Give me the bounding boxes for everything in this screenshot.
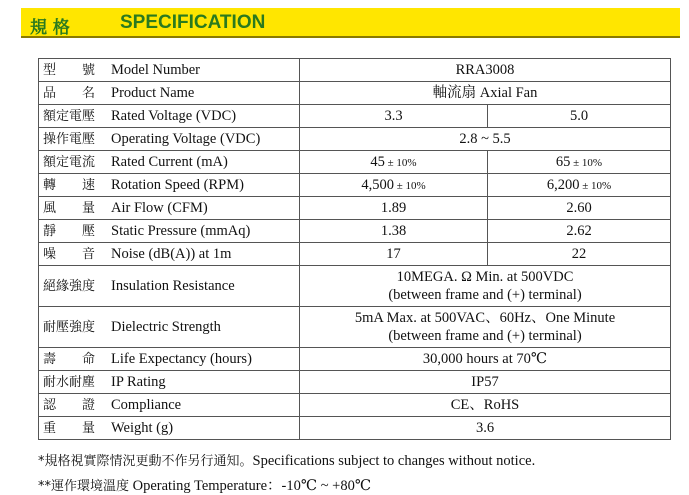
- label-chinese: 轉 速: [43, 177, 96, 193]
- row-label: [39, 151, 300, 174]
- value-line: 10MEGA. Ω Min. at 500VDC: [396, 269, 574, 285]
- label-chinese: 靜 壓: [43, 223, 96, 239]
- label-chinese: 壽 命: [43, 351, 96, 367]
- row-value-5v: 2.60: [488, 197, 671, 220]
- value-tolerance: ± 10%: [579, 179, 612, 192]
- table-row: [39, 243, 671, 266]
- row-value-3v3: 3.3: [300, 105, 488, 128]
- header-title-english: SPECIFICATION: [120, 12, 266, 33]
- specification-header-bar: [21, 8, 680, 38]
- row-value: IP57: [300, 371, 671, 394]
- table-row: [39, 348, 671, 371]
- table-row: [39, 371, 671, 394]
- label-english: Rotation Speed (RPM): [111, 176, 244, 193]
- label-english: Rated Voltage (VDC): [111, 107, 237, 124]
- row-label: [39, 105, 300, 128]
- footnote-operating-temperature: [38, 474, 371, 495]
- footnote-english: Operating Temperature：-10℃ ~ +80℃: [129, 478, 372, 494]
- row-value: [300, 266, 671, 307]
- row-label: [39, 371, 300, 394]
- row-label: [39, 266, 300, 307]
- table-row: [39, 417, 671, 440]
- table-row: [39, 82, 671, 105]
- label-english: Air Flow (CFM): [111, 199, 208, 216]
- label-chinese: 型 號: [43, 62, 96, 78]
- value-number: 45: [370, 153, 385, 170]
- label-english: Operating Voltage (VDC): [111, 130, 261, 147]
- footnote-spec-change: [38, 450, 535, 470]
- table-row: [39, 307, 671, 348]
- table-row: [39, 151, 671, 174]
- header-title-chinese: 規 格: [30, 18, 70, 38]
- table-row: [39, 128, 671, 151]
- row-label: [39, 197, 300, 220]
- row-value-3v3: 17: [300, 243, 488, 266]
- value-line: (between frame and (+) terminal): [388, 287, 582, 303]
- label-english: Insulation Resistance: [111, 277, 235, 294]
- label-chinese: 耐壓強度: [43, 319, 96, 335]
- row-label: [39, 307, 300, 348]
- label-english: Static Pressure (mmAq): [111, 222, 251, 239]
- label-chinese: 認 證: [43, 397, 96, 413]
- row-value: 30,000 hours at 70℃: [300, 348, 671, 371]
- value-tolerance: ± 10%: [570, 156, 603, 169]
- row-value: 3.6: [300, 417, 671, 440]
- label-english: Model Number: [111, 61, 200, 78]
- table-row: [39, 220, 671, 243]
- footnote-chinese: *規格視實際情況更動不作另行通知。: [38, 454, 253, 469]
- label-english: Compliance: [111, 396, 182, 413]
- label-english: Life Expectancy (hours): [111, 350, 252, 367]
- label-chinese: 風 量: [43, 200, 96, 216]
- value-line: 5mA Max. at 500VAC、60Hz、One Minute: [354, 310, 616, 326]
- label-english: Product Name: [111, 84, 195, 101]
- table-row: [39, 174, 671, 197]
- row-value: 軸流扇 Axial Fan: [300, 82, 671, 105]
- value-tolerance: ± 10%: [393, 179, 426, 192]
- row-label: [39, 417, 300, 440]
- label-chinese: 重 量: [43, 420, 96, 436]
- label-english: Weight (g): [111, 419, 174, 436]
- footnote-chinese: **運作環境溫度: [38, 479, 130, 494]
- value-number: 6,200: [546, 176, 580, 193]
- row-label: [39, 59, 300, 82]
- row-value-3v3: 1.38: [300, 220, 488, 243]
- row-label: [39, 394, 300, 417]
- label-chinese: 額定電流: [43, 154, 96, 170]
- label-english: Rated Current (mA): [111, 153, 228, 170]
- row-value-5v: 5.0: [488, 105, 671, 128]
- label-chinese: 噪 音: [43, 246, 96, 262]
- label-chinese: 品 名: [43, 85, 96, 101]
- row-label: [39, 348, 300, 371]
- row-value-5v: 2.62: [488, 220, 671, 243]
- row-value: RRA3008: [300, 59, 671, 82]
- label-english: Dielectric Strength: [111, 318, 221, 335]
- row-label: [39, 220, 300, 243]
- row-value-5v: [488, 151, 671, 174]
- table-row: [39, 105, 671, 128]
- value-number: 4,500: [361, 176, 394, 193]
- footnote-english: Specifications subject to changes without notice.: [252, 453, 536, 469]
- row-value-5v: [488, 174, 671, 197]
- row-value-5v: 22: [488, 243, 671, 266]
- label-chinese: 絕緣強度: [43, 278, 96, 294]
- table-row: [39, 197, 671, 220]
- row-value-3v3: 1.89: [300, 197, 488, 220]
- label-chinese: 耐水耐塵: [43, 374, 96, 390]
- row-value: [300, 307, 671, 348]
- value-line: (between frame and (+) terminal): [388, 328, 582, 344]
- value-tolerance: ± 10%: [384, 156, 417, 169]
- row-value-3v3: [300, 174, 488, 197]
- row-label: [39, 82, 300, 105]
- row-value: CE、RoHS: [300, 394, 671, 417]
- value-number: 65: [555, 153, 571, 170]
- row-value: 2.8 ~ 5.5: [300, 128, 671, 151]
- table-row: [39, 394, 671, 417]
- row-label: [39, 128, 300, 151]
- row-value-3v3: [300, 151, 488, 174]
- specification-table: [38, 58, 671, 440]
- row-label: [39, 174, 300, 197]
- row-label: [39, 243, 300, 266]
- label-english: IP Rating: [111, 373, 166, 390]
- label-chinese: 額定電壓: [43, 108, 96, 124]
- label-chinese: 操作電壓: [43, 131, 96, 147]
- label-english: Noise (dB(A)) at 1m: [111, 245, 232, 262]
- table-row: [39, 266, 671, 307]
- table-row: [39, 59, 671, 82]
